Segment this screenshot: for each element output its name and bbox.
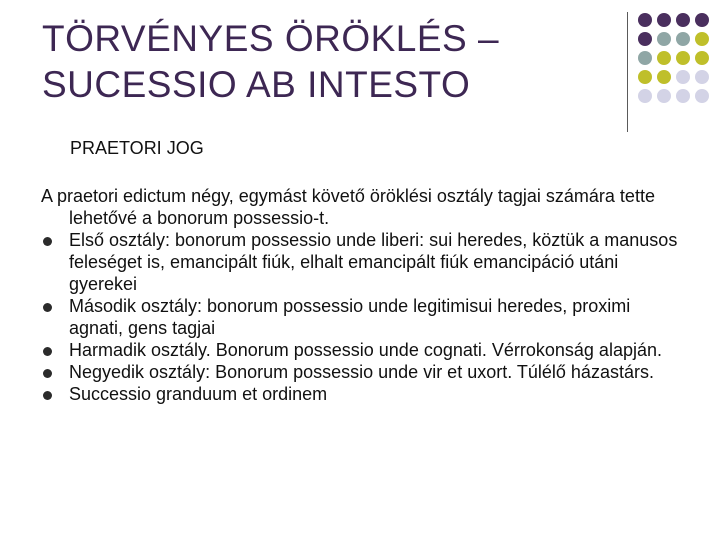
intro-paragraph: A praetori edictum négy, egymást követő öröklési osztály tagjai számára tette lehetővé a bonorum possessio-t. xyxy=(41,186,655,228)
decorative-dot xyxy=(657,70,671,84)
decorative-dot xyxy=(676,32,690,46)
decorative-dot xyxy=(676,13,690,27)
decorative-dot xyxy=(638,13,652,27)
decorative-dot xyxy=(638,89,652,103)
bullet-icon xyxy=(43,369,52,378)
list-item xyxy=(41,295,681,339)
decorative-dot xyxy=(676,70,690,84)
decorative-dot xyxy=(695,70,709,84)
list-item xyxy=(41,339,681,361)
bullet-icon xyxy=(43,391,52,400)
list-item xyxy=(41,229,681,295)
list-item-text: Negyedik osztály: Bonorum possessio unde vir et uxort. Túlélő házastárs. xyxy=(69,362,654,382)
decorative-dot xyxy=(657,13,671,27)
list-item xyxy=(41,383,681,405)
decorative-dot xyxy=(638,51,652,65)
bullet-icon xyxy=(43,303,52,312)
bullet-icon xyxy=(43,237,52,246)
list-item-text: Harmadik osztály. Bonorum possessio unde cognati. Vérrokonság alapján. xyxy=(69,340,662,360)
decorative-dot xyxy=(657,32,671,46)
title-line-2: SUCESSIO AB INTESTO xyxy=(42,64,471,105)
content-body xyxy=(41,185,681,405)
bullet-icon xyxy=(43,347,52,356)
decorative-dot xyxy=(695,89,709,103)
decorative-dot xyxy=(676,89,690,103)
list-item-text: Első osztály: bonorum possessio unde liberi: sui heredes, köztük a manusos feleséget is, emancipált fiúk, elhalt emancipált fiúk emancipáció utáni gyerekei xyxy=(69,230,678,294)
subtitle: PRAETORI JOG xyxy=(70,138,204,158)
decorative-dot xyxy=(657,51,671,65)
decorative-dot xyxy=(638,32,652,46)
decorative-dot xyxy=(695,13,709,27)
list-item-text: Successio granduum et ordinem xyxy=(69,384,328,404)
decorative-dot xyxy=(676,51,690,65)
list-item-text: Második osztály: bonorum possessio unde legitimisui heredes, proximi agnati, gens tagjai xyxy=(69,296,631,338)
decorative-dot xyxy=(657,89,671,103)
decorative-dot-grid xyxy=(0,0,720,140)
decorative-dot xyxy=(695,51,709,65)
list-item xyxy=(41,361,681,383)
bullet-list xyxy=(41,229,681,405)
title-line-1: TÖRVÉNYES ÖRÖKLÉS – xyxy=(42,18,500,59)
decorative-dot xyxy=(638,70,652,84)
decorative-dot xyxy=(695,32,709,46)
